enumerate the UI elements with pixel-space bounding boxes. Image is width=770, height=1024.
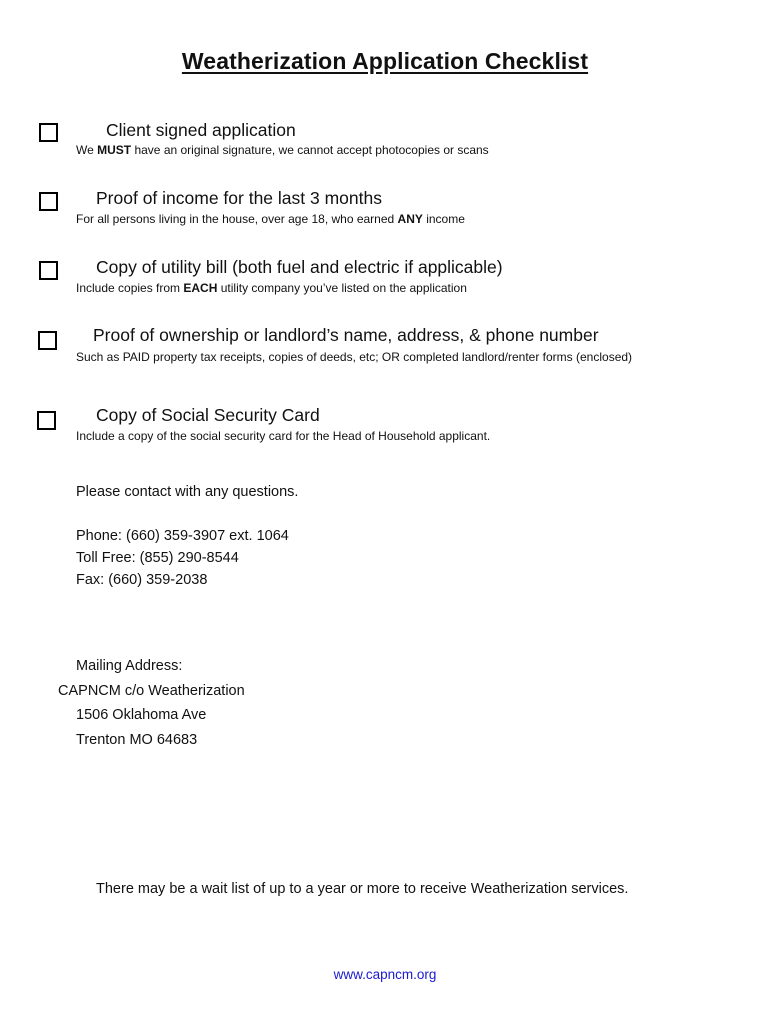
checklist-item-proof-of-income [0, 187, 770, 247]
footer [0, 967, 770, 982]
contact-fax: Fax: (660) 359-2038 [76, 572, 208, 588]
item-label: Copy of Social Security Card [96, 405, 320, 425]
checkbox-proof-of-income[interactable] [39, 192, 58, 211]
item-label: Copy of utility bill (both fuel and electric if applicable) [96, 257, 503, 277]
page-title: Weatherization Application Checklist [181, 48, 589, 74]
mailing-heading: Mailing Address: [76, 658, 183, 674]
item-label: Client signed application [106, 120, 296, 140]
checklist-item-social-security-card [0, 404, 770, 464]
checklist-item-proof-of-ownership [0, 324, 770, 384]
website-link[interactable]: www.capncm.org [333, 967, 437, 982]
item-description: For all persons living in the house, over age 18, who earned ANY income [76, 212, 465, 226]
checkbox-utility-bill[interactable] [39, 261, 58, 280]
item-label: Proof of income for the last 3 months [96, 188, 382, 208]
contact-phone: Phone: (660) 359-3907 ext. 1064 [76, 528, 289, 544]
mailing-line-1: CAPNCM c/o Weatherization [58, 683, 245, 699]
checkbox-proof-of-ownership[interactable] [38, 331, 57, 350]
checkbox-signed-application[interactable] [39, 123, 58, 142]
item-description: We MUST have an original signature, we cannot accept photocopies or scans [76, 143, 489, 157]
item-description: Include copies from EACH utility company you’ve listed on the application [76, 281, 467, 295]
mailing-line-3: Trenton MO 64683 [76, 732, 198, 748]
wait-list-notice: There may be a wait list of up to a year or more to receive Weatherization services. [96, 881, 629, 897]
item-description: Include a copy of the social security card for the Head of Household applicant. [76, 429, 491, 443]
item-label: Proof of ownership or landlord’s name, address, & phone number [93, 325, 599, 345]
item-description: Such as PAID property tax receipts, copies of deeds, etc; OR completed landlord/renter forms (enclosed) [76, 350, 633, 364]
contact-intro: Please contact with any questions. [76, 484, 299, 500]
checkbox-social-security-card[interactable] [37, 411, 56, 430]
contact-toll-free: Toll Free: (855) 290-8544 [76, 550, 239, 566]
checklist-item-signed-application [0, 118, 770, 178]
checklist-item-utility-bill [0, 256, 770, 316]
mailing-line-2: 1506 Oklahoma Ave [76, 707, 207, 723]
